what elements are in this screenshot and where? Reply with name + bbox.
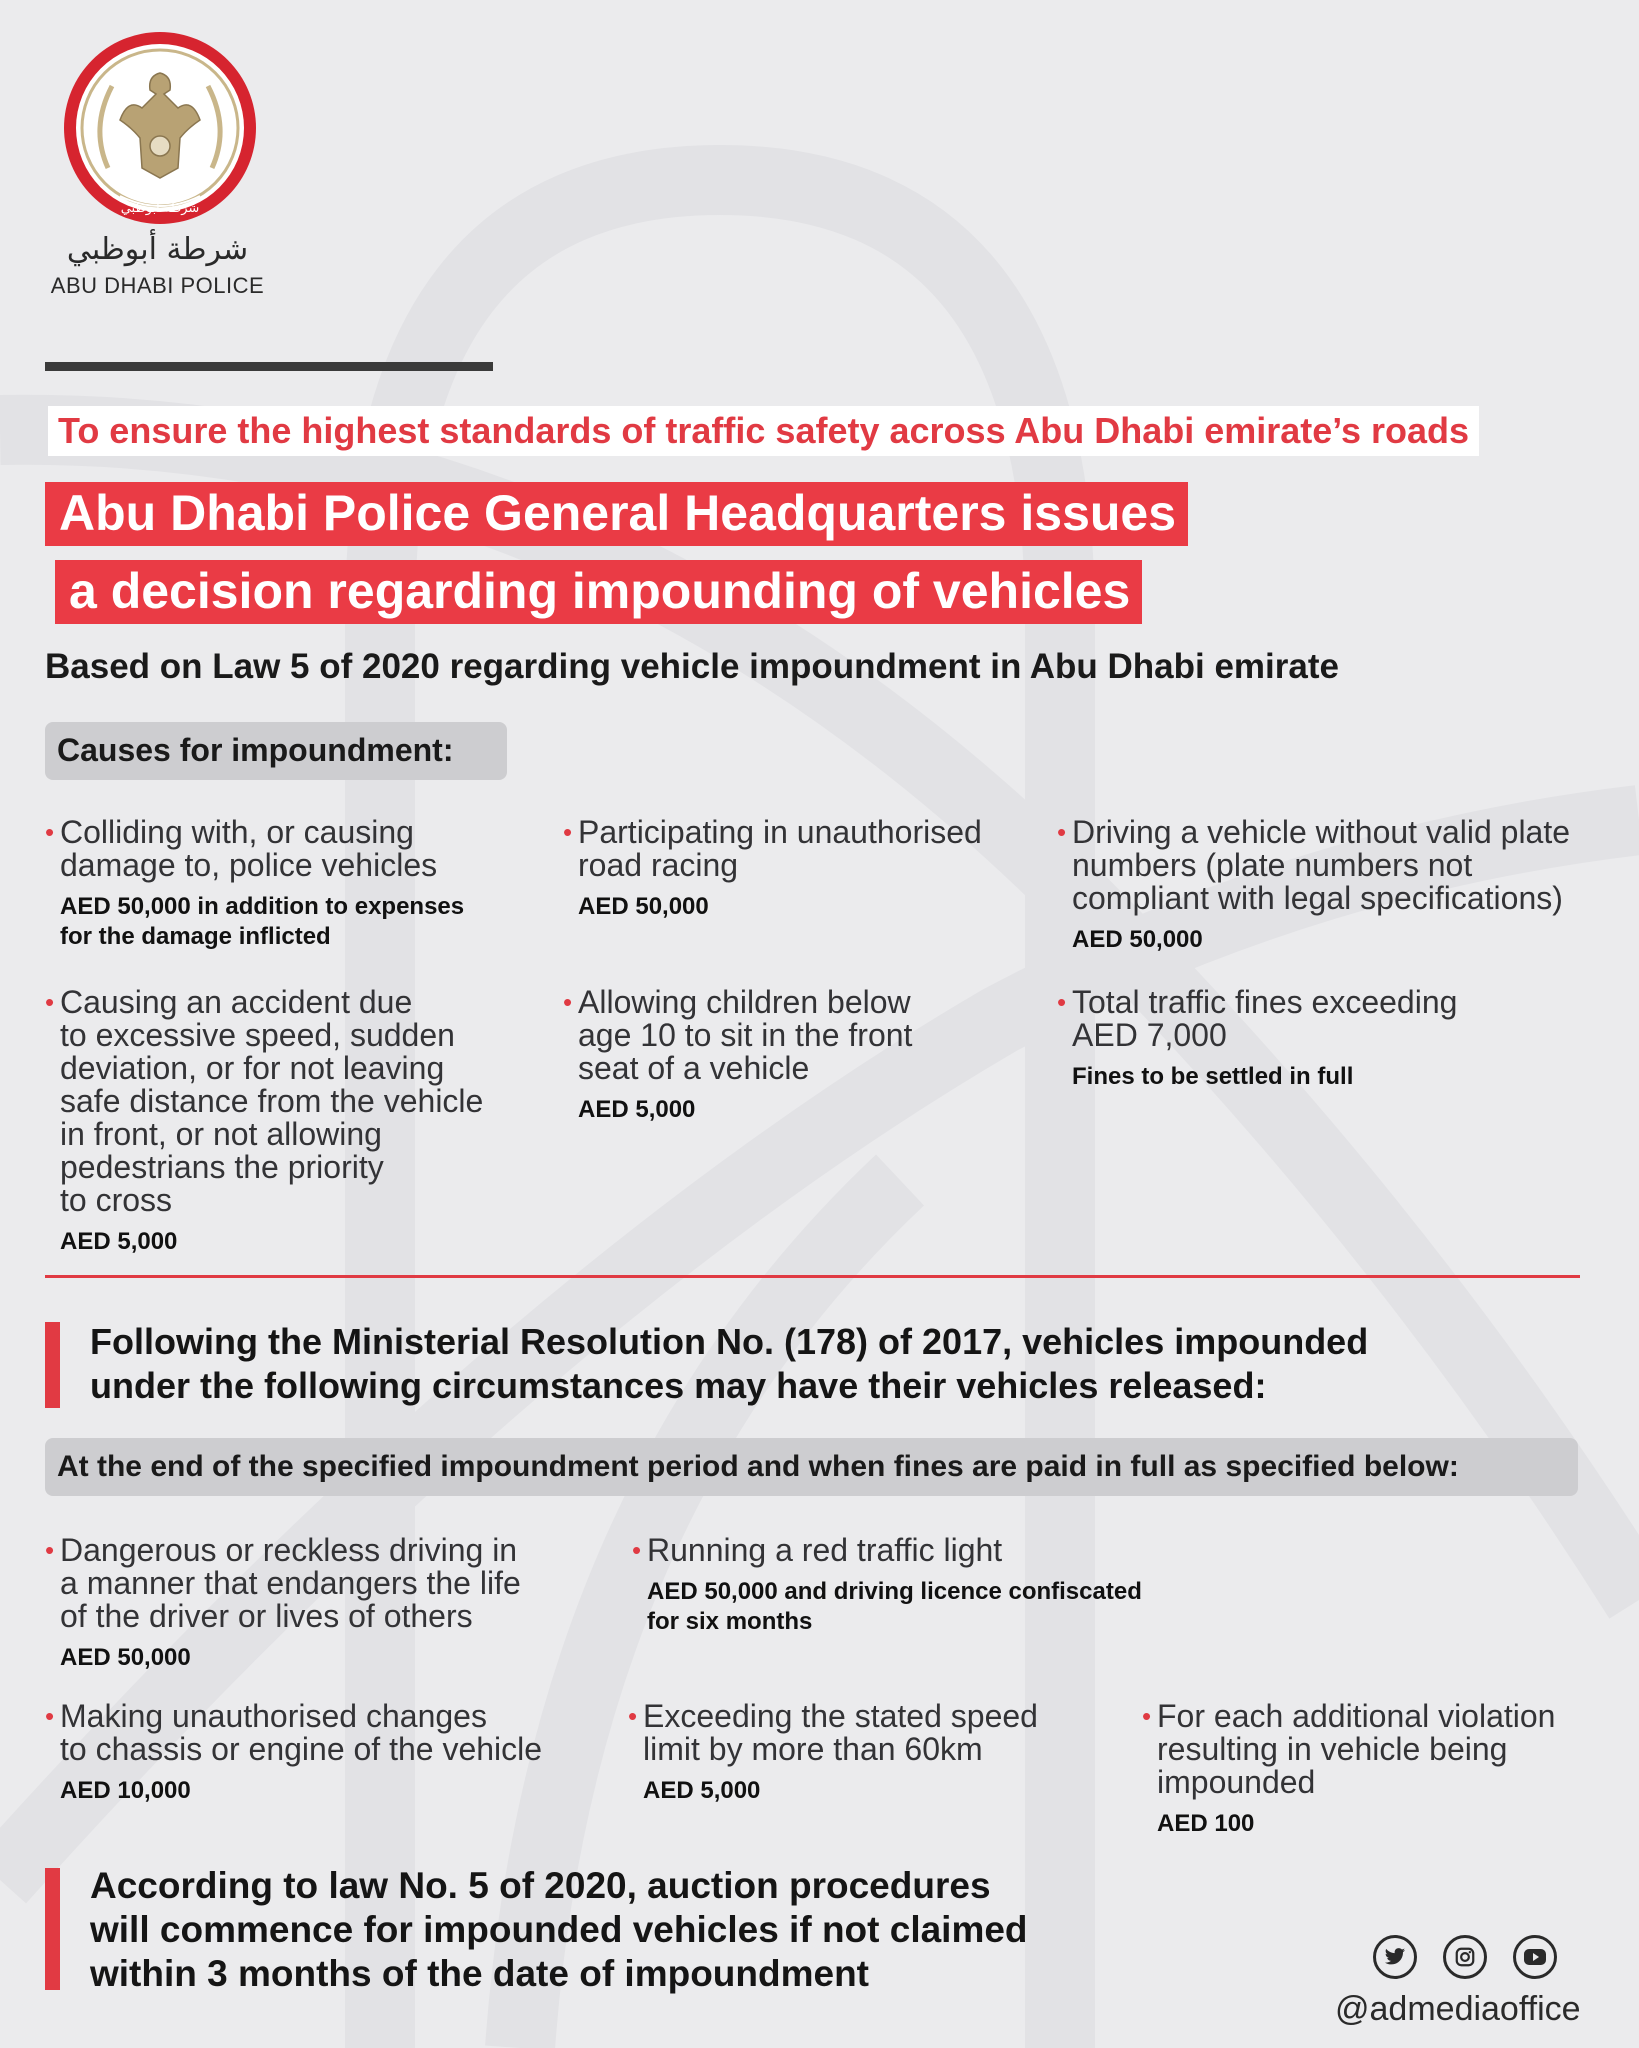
tagline: To ensure the highest standards of traffic safety across Abu Dhabi emirate’s roads [48, 406, 1479, 456]
cause-description: • Participating in unauthorised road racing [563, 816, 1043, 882]
headline-line-1: Abu Dhabi Police General Headquarters issues [45, 482, 1188, 546]
cause-description: • Colliding with, or causing damage to, police vehicles [45, 816, 545, 882]
cause-fine: AED 50,000 [578, 893, 709, 920]
release-description: • Dangerous or reckless driving in a manner that endangers the life of the driver or lives of others [45, 1534, 625, 1633]
release-description: • Making unauthorised changes to chassis or engine of the vehicle [45, 1700, 645, 1766]
cause-fine: AED 5,000 [578, 1096, 696, 1123]
emblem-arabic-text: شرطة أبوظبي [120, 201, 200, 216]
release-item [628, 1700, 1108, 1806]
accent-bar [45, 1868, 60, 1990]
logo-english-name: ABU DHABI POLICE [50, 273, 265, 298]
release-condition: At the end of the specified impoundment period and when fines are paid in full as specified below: [45, 1438, 1578, 1496]
header-divider [45, 362, 493, 371]
cause-item [563, 986, 1043, 1125]
release-fine: AED 50,000 [60, 1644, 191, 1671]
cause-fine: Fines to be settled in full [1072, 1063, 1354, 1090]
youtube-icon[interactable] [1513, 1935, 1557, 1979]
causes-heading: Causes for impoundment: [45, 722, 507, 780]
auction-note: According to law No. 5 of 2020, auction procedures will commence for impounded vehicles if not claimed within 3 months of the date of impoundment [90, 1865, 1028, 1994]
cause-description: • Total traffic fines exceeding AED 7,000 [1057, 986, 1617, 1052]
release-fine: AED 50,000 and driving licence confiscated for six months [647, 1578, 1142, 1635]
accent-bar [45, 1322, 60, 1408]
instagram-icon[interactable] [1443, 1935, 1487, 1979]
cause-description: • Driving a vehicle without valid plate numbers (plate numbers not compliant with legal specifications) [1057, 816, 1637, 915]
cause-item [1057, 816, 1637, 955]
release-fine: AED 5,000 [643, 1777, 761, 1804]
release-item [1142, 1700, 1632, 1839]
social-handle[interactable]: @admediaoffice [1335, 1990, 1581, 2028]
section-divider [45, 1275, 1580, 1278]
cause-item [45, 986, 545, 1257]
logo-arabic-name: شرطة أبوظبي [66, 232, 249, 267]
release-item [45, 1534, 625, 1673]
cause-item [45, 816, 545, 952]
cause-fine: AED 50,000 in addition to expenses for the damage inflicted [60, 893, 465, 950]
twitter-icon[interactable] [1373, 1935, 1417, 1979]
cause-fine: AED 50,000 [1072, 926, 1203, 953]
release-item [632, 1534, 1282, 1637]
cause-item [1057, 986, 1617, 1092]
release-fine: AED 10,000 [60, 1777, 191, 1804]
release-heading: Following the Ministerial Resolution No. (178) of 2017, vehicles impounded under the following circumstances may have their vehicles released: [90, 1321, 1369, 1406]
cause-description: • Allowing children below age 10 to sit in the front seat of a vehicle [563, 986, 1043, 1085]
release-description: • For each additional violation resulting in vehicle being impounded [1142, 1700, 1632, 1799]
release-item [45, 1700, 645, 1806]
cause-item [563, 816, 1043, 922]
headline-line-2: a decision regarding impounding of vehicles [55, 560, 1142, 624]
release-description: • Running a red traffic light [632, 1534, 1282, 1567]
cause-fine: AED 5,000 [60, 1228, 178, 1255]
cause-description: • Causing an accident due to excessive speed, sudden deviation, or for not leaving safe distance from the vehicle in front, or not allowing pedestrians the priority to cross [45, 986, 545, 1217]
release-fine: AED 100 [1157, 1810, 1255, 1837]
police-emblem [60, 28, 260, 228]
law-basis: Based on Law 5 of 2020 regarding vehicle impoundment in Abu Dhabi emirate [45, 647, 1339, 686]
release-description: • Exceeding the stated speed limit by more than 60km [628, 1700, 1108, 1766]
